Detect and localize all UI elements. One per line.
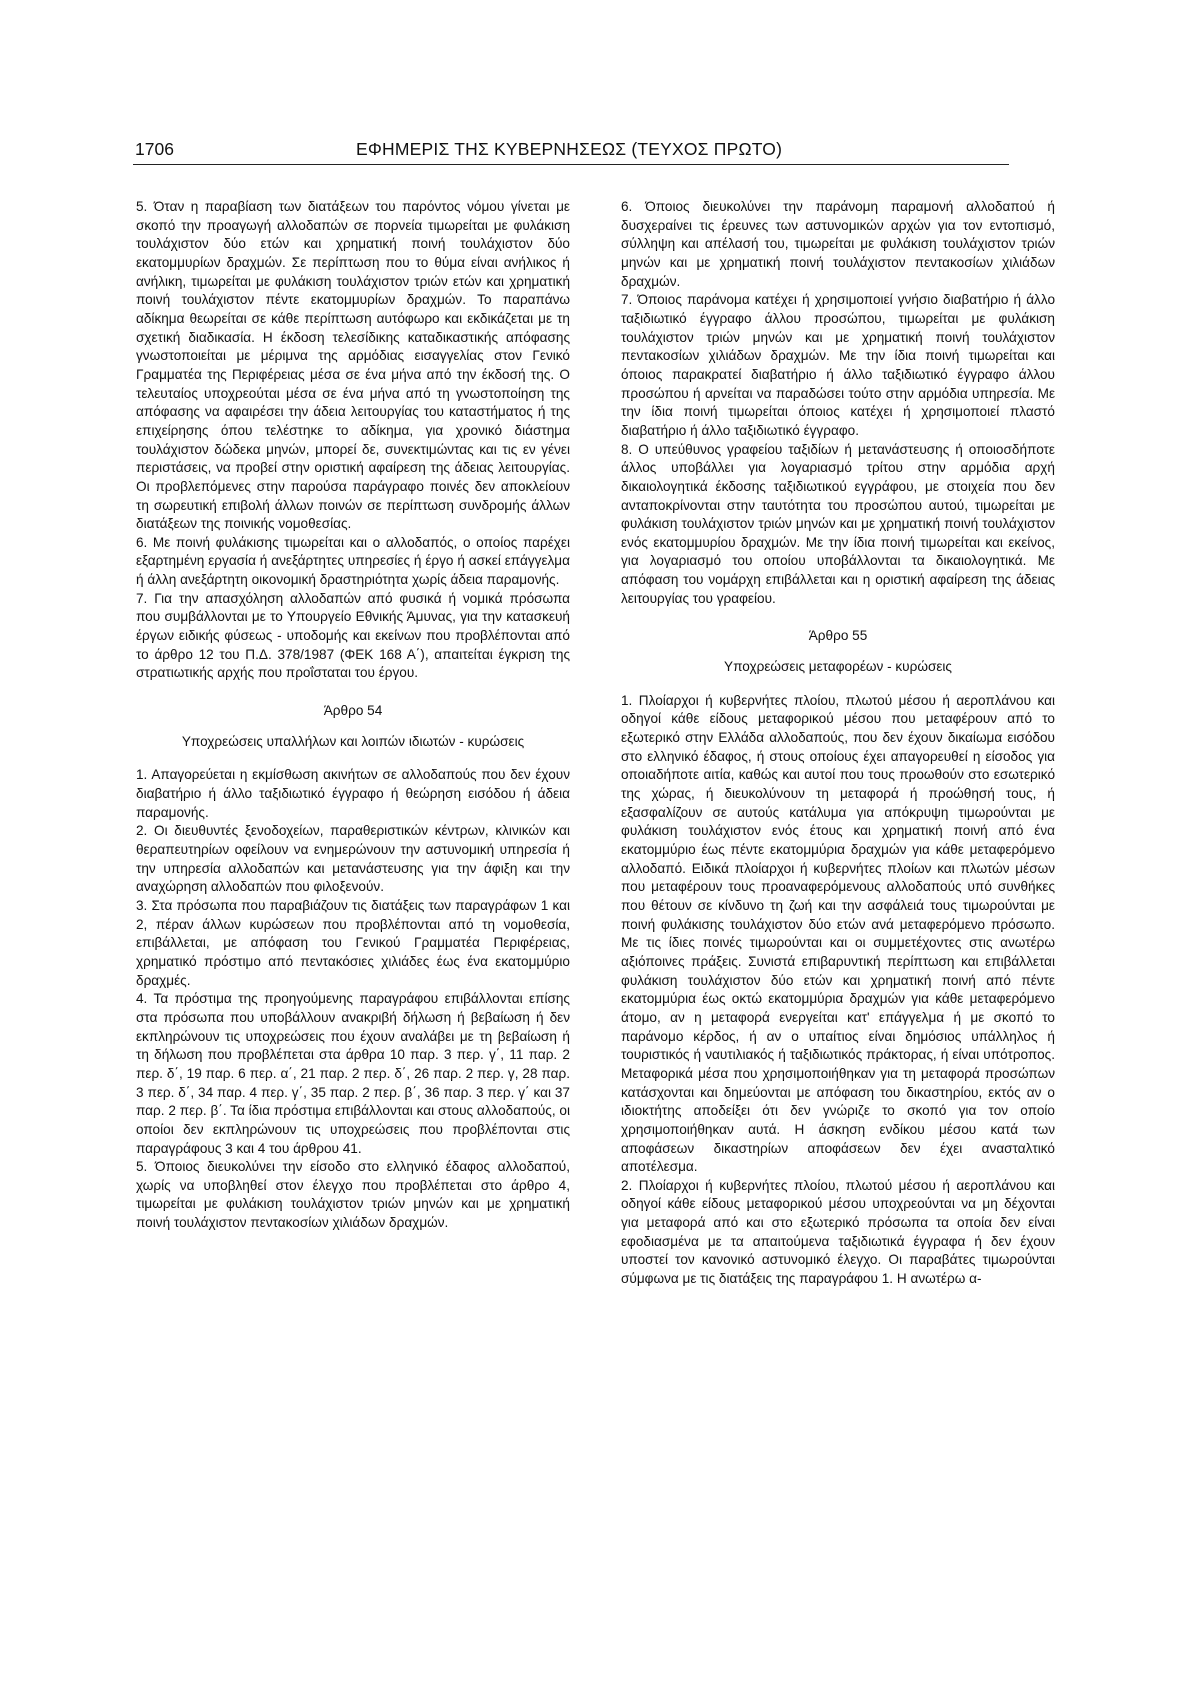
header-rule (133, 164, 1009, 165)
article-54-paragraph-5: 5. Όποιος διευκολύνει την είσοδο στο ελληνικό έδαφος αλλοδαπού, χωρίς να υποβληθεί στον έλεγχο που προβλέπεται στο άρθρο 4, τιμωρείται με φυλάκιση τουλάχιστον τριών μηνών και με χρηματική ποινή τουλάχιστον πεντακοσίων χιλιάδων δραχμών. (136, 1159, 570, 1231)
right-column (621, 198, 1055, 1289)
article-54-paragraph-8: 8. Ο υπεύθυνος γραφείου ταξιδίων ή μετανάστευσης ή οποιοσδήποτε άλλος υποβάλλει για λογαριασμό τρίτου στην αρμόδια αρχή δικαιολογητικά έκδοσης ταξιδιωτικού εγγράφου, με στοιχεία που δεν ανταποκρίνονται στην ταυτότητα του προσώπου αυτού, τιμωρείται με φυλάκιση τουλάχιστον τριών μηνών και με χρηματική ποινή τουλάχιστον ενός εκατομμυρίου δραχμών. Με την ίδια ποινή τιμωρείται και εκείνος, για λογαριασμό του οποίου υποβάλλονται τα δικαιολογητικά. Με απόφαση του νομάρχη επιβάλλεται και η οριστική αφαίρεση της άδειας λειτουργίας του γραφείου. (621, 441, 1055, 606)
article-54-title: Άρθρο 54 (323, 703, 383, 719)
article-54-paragraph-6: 6. Όποιος διευκολύνει την παράνομη παραμονή αλλοδαπού ή δυσχεραίνει τις έρευνες των αστυνομικών αρχών για τον εντοπισμό, σύλληψη και απέλασή του, τιμωρείται με φυλάκιση τουλάχιστον τριών μηνών και με χρηματική ποινή τουλάχιστον πεντακοσίων χιλιάδων δραχμών. (621, 199, 1055, 289)
left-column (136, 198, 570, 1233)
paragraph-7: 7. Για την απασχόληση αλλοδαπών από φυσικά ή νομικά πρόσωπα που συμβάλλονται με το Υπουργείο Εθνικής Άμυνας, για την κατασκευή έργων ειδικής φύσεως - υποδομής και εκείνων που προβλέπονται από το άρθρο 12 του Π.Δ. 378/1987 (ΦΕΚ 168 Α΄), απαιτείται έγκριση της στρατιωτικής αρχής που προΐσταται του έργου. (136, 590, 570, 681)
article-54-paragraph-4: 4. Τα πρόστιμα της προηγούμενης παραγράφου επιβάλλονται επίσης στα πρόσωπα που υποβάλλουν ανακριβή δήλωση ή βεβαίωση ή δεν εκπληρώνουν τις υποχρεώσεις που έχουν αναλάβει με τη βεβαίωση ή τη δήλωση που προβλέπεται στα άρθρα 10 παρ. 3 περ. γ΄, 11 παρ. 2 περ. δ΄, 19 παρ. 6 περ. α΄, 21 παρ. 2 περ. δ΄, 26 παρ. 2 περ. γ, 28 παρ. 3 περ. δ΄, 34 παρ. 4 περ. γ΄, 35 παρ. 2 περ. β΄, 36 παρ. 3 περ. γ΄ και 37 παρ. 2 περ. β΄. Τα ίδια πρόστιμα επιβάλλονται και στους αλλοδαπούς, οι οποίοι δεν εκπληρώνουν τις υποχρεώσεις που προβλέπονται στις παραγράφους 3 και 4 του άρθρου 41. (136, 991, 570, 1156)
gazette-title: ΕΦΗΜΕΡΙΣ ΤΗΣ ΚΥΒΕΡΝΗΣΕΩΣ (ΤΕΥΧΟΣ ΠΡΩΤΟ) (356, 139, 783, 159)
article-55-title: Άρθρο 55 (808, 628, 868, 644)
paragraph-6: 6. Με ποινή φυλάκισης τιμωρείται και ο αλλοδαπός, ο οποίος παρέχει εξαρτημένη εργασία ή ανεξάρτητες υπηρεσίες ή έργο ή ασκεί επάγγελμα ή άλλη ανεξάρτητη οικονομική δραστηριότητα χωρίς άδεια παραμονής. (136, 534, 570, 588)
page-header (135, 139, 1009, 165)
article-55-paragraph-2: 2. Πλοίαρχοι ή κυβερνήτες πλοίου, πλωτού μέσου ή αεροπλάνου και οδηγοί κάθε είδους μεταφορικού μέσου υποχρεούνται να μη δέχονται για μεταφορά από και στο εξωτερικό πρόσωπα τα οποία δεν είναι εφοδιασμένα με τα απαιτούμενα ταξιδιωτικά έγγραφα ή δεν έχουν υποστεί τον κανονικό αστυνομικό έλεγχο. Οι παραβάτες τιμωρούνται σύμφωνα με τις διατάξεις της παραγράφου 1. Η ανωτέρω α- (621, 1177, 1055, 1287)
article-54-paragraph-7: 7. Όποιος παράνομα κατέχει ή χρησιμοποιεί γνήσιο διαβατήριο ή άλλο ταξιδιωτικό έγγραφο άλλου προσώπου, τιμωρείται με φυλάκιση τουλάχιστον τριών μηνών και με χρηματική ποινή τουλάχιστον πεντακοσίων χιλιάδων δραχμών. Με την ίδια ποινή τιμωρείται και όποιος παρακρατεί διαβατήριο ή άλλο ταξιδιωτικό έγγραφο άλλου προσώπου ή αρνείται να παραδώσει τούτο στην αρμόδια υπηρεσία. Με την ίδια ποινή τιμωρείται όποιος κατέχει ή χρησιμοποιεί πλαστό διαβατήριο ή άλλο ταξιδιωτικό έγγραφο. (621, 292, 1055, 438)
article-55-paragraph-1: 1. Πλοίαρχοι ή κυβερνήτες πλοίου, πλωτού μέσου ή αεροπλάνου και οδηγοί κάθε είδους μεταφορικού μέσου που μεταφέρουν από το εξωτερικό στην Ελλάδα αλλοδαπούς, που δεν έχουν δικαίωμα εισόδου στο ελληνικό έδαφος, ή στους οποίους έχει απαγορευθεί η είσοδος για οποιαδήποτε αιτία, καθώς και αυτοί που τους προωθούν στο εσωτερικό της χώρας, ή διευκολύνουν τη μεταφορά ή προώθησή τους, ή εξασφαλίζουν σε αυτούς κατάλυμα για απόκρυψη τιμωρούνται με φυλάκιση τουλάχιστον ενός έτους και χρηματική ποινή από ένα εκατομμύριο έως πέντε εκατομμύρια δραχμών για κάθε μεταφερόμενο αλλοδαπό. Ειδικά πλοίαρχοι ή κυβερνήτες πλοίων και πλωτών μέσων που μεταφέρουν τους προαναφερόμενους αλλοδαπούς υπό συνθήκες που θέτουν σε κίνδυνο τη ζωή και την ασφάλειά τους τιμωρούνται με ποινή φυλάκισης τουλάχιστον δύο ετών ανά μεταφερόμενο πρόσωπο. Με τις ίδιες ποινές τιμωρούνται και οι συμμετέχοντες στις ανωτέρω αξιόποινες πράξεις. Συνιστά επιβαρυντική περίπτωση και επιβάλλεται φυλάκιση τουλάχιστον δύο ετών και χρηματική ποινή από πέντε εκατομμύρια έως οκτώ εκατομμύρια δραχμών για κάθε μεταφερόμενο άτομο, αν η μεταφορά ενεργείται κατ' επάγγελμα ή με σκοπό το παράνομο κέρδος, ή αν ο υπαίτιος είναι δημόσιος υπάλληλος ή τουριστικός ή ναυτιλιακός ή ταξιδιωτικός πράκτορας, ή είναι υπότροπος. Μεταφορικά μέσα που χρησιμοποιήθηκαν για τη μεταφορά προσώπων κατάσχονται και δημεύονται με απόφαση του δικαστηρίου, εκτός αν ο ιδιοκτήτης αποδείξει ότι δεν γνώριζε το σκοπό για τον οποίο χρησιμοποιήθηκαν αυτά. Η άσκηση ενδίκου μέσου κατά των αποφάσεων δικαστηρίων αποφάσεων δεν έχει ανασταλτικό αποτέλεσμα. (621, 692, 1055, 1175)
article-54-paragraph-3: 3. Στα πρόσωπα που παραβιάζουν τις διατάξεις των παραγράφων 1 και 2, πέραν άλλων κυρώσεων που προβλέπονται από τη νομοθεσία, επιβάλλεται, με απόφαση του Γενικού Γραμματέα Περιφέρειας, χρηματικό πρόστιμο από πεντακόσιες χιλιάδες έως ένα εκατομμύριο δραχμές. (136, 897, 570, 988)
article-54-paragraph-1: 1. Απαγορεύεται η εκμίσθωση ακινήτων σε αλλοδαπούς που δεν έχουν διαβατήριο ή άλλο ταξιδιωτικό έγγραφο ή θεώρηση εισόδου ή άδεια παραμονής. (136, 767, 570, 820)
paragraph-5: 5. Όταν η παραβίαση των διατάξεων του παρόντος νόμου γίνεται με σκοπό την προαγωγή αλλοδαπών σε πορνεία τιμωρείται με φυλάκιση τουλάχιστον δύο ετών και χρηματική ποινή τουλάχιστον δύο εκατομμυρίων δραχμών. Σε περίπτωση που το θύμα είναι ανήλικος ή ανήλικη, τιμωρείται με φυλάκιση τουλάχιστον τριών ετών και χρηματική ποινή τουλάχιστον πέντε εκατομμυρίων δραχμών. Το παραπάνω αδίκημα θεωρείται σε κάθε περίπτωση αυτόφωρο και εκδικάζεται με τη σχετική διαδικασία. Η έκδοση τελεσίδικης καταδικαστικής απόφασης γνωστοποιείται με μέριμνα της αρμόδιας εισαγγελίας στον Γενικό Γραμματέα της Περιφέρειας μέσα σε ένα μήνα από την έκδοσή της. Ο τελευταίος υποχρεούται μέσα σε ένα μήνα από τη γνωστοποίηση της απόφασης να αφαιρέσει την άδεια λειτουργίας του καταστήματος ή της επιχείρησης όπου τελέστηκε το αδίκημα, για χρονικό διάστημα τουλάχιστον δώδεκα μηνών, μπορεί δε, συνεκτιμώντας και τις εν γένει περιστάσεις, να προβεί στην οριστική αφαίρεση της άδειας λειτουργίας. Οι προβλεπόμενες στην παρούσα παράγραφο ποινές δεν αποκλείουν τη σωρευτική επιβολή άλλων ποινών σε περίπτωση συνδρομής άλλων διατάξεων της ποινικής νομοθεσίας. (136, 199, 570, 532)
page-number: 1706 (135, 139, 174, 159)
article-55-subtitle: Υποχρεώσεις μεταφορέων - κυρώσεις (724, 659, 952, 675)
article-54-subtitle: Υποχρεώσεις υπαλλήλων και λοιπών ιδιωτών - κυρώσεις (181, 733, 525, 749)
article-54-paragraph-2: 2. Οι διευθυντές ξενοδοχείων, παραθεριστικών κέντρων, κλινικών και θεραπευτηρίων οφείλουν να ενημερώνουν την αστυνομική υπηρεσία ή την υπηρεσία αλλοδαπών και μετανάστευσης για την άφιξη και την αναχώρηση αλλοδαπών που φιλοξενούν. (136, 823, 570, 895)
